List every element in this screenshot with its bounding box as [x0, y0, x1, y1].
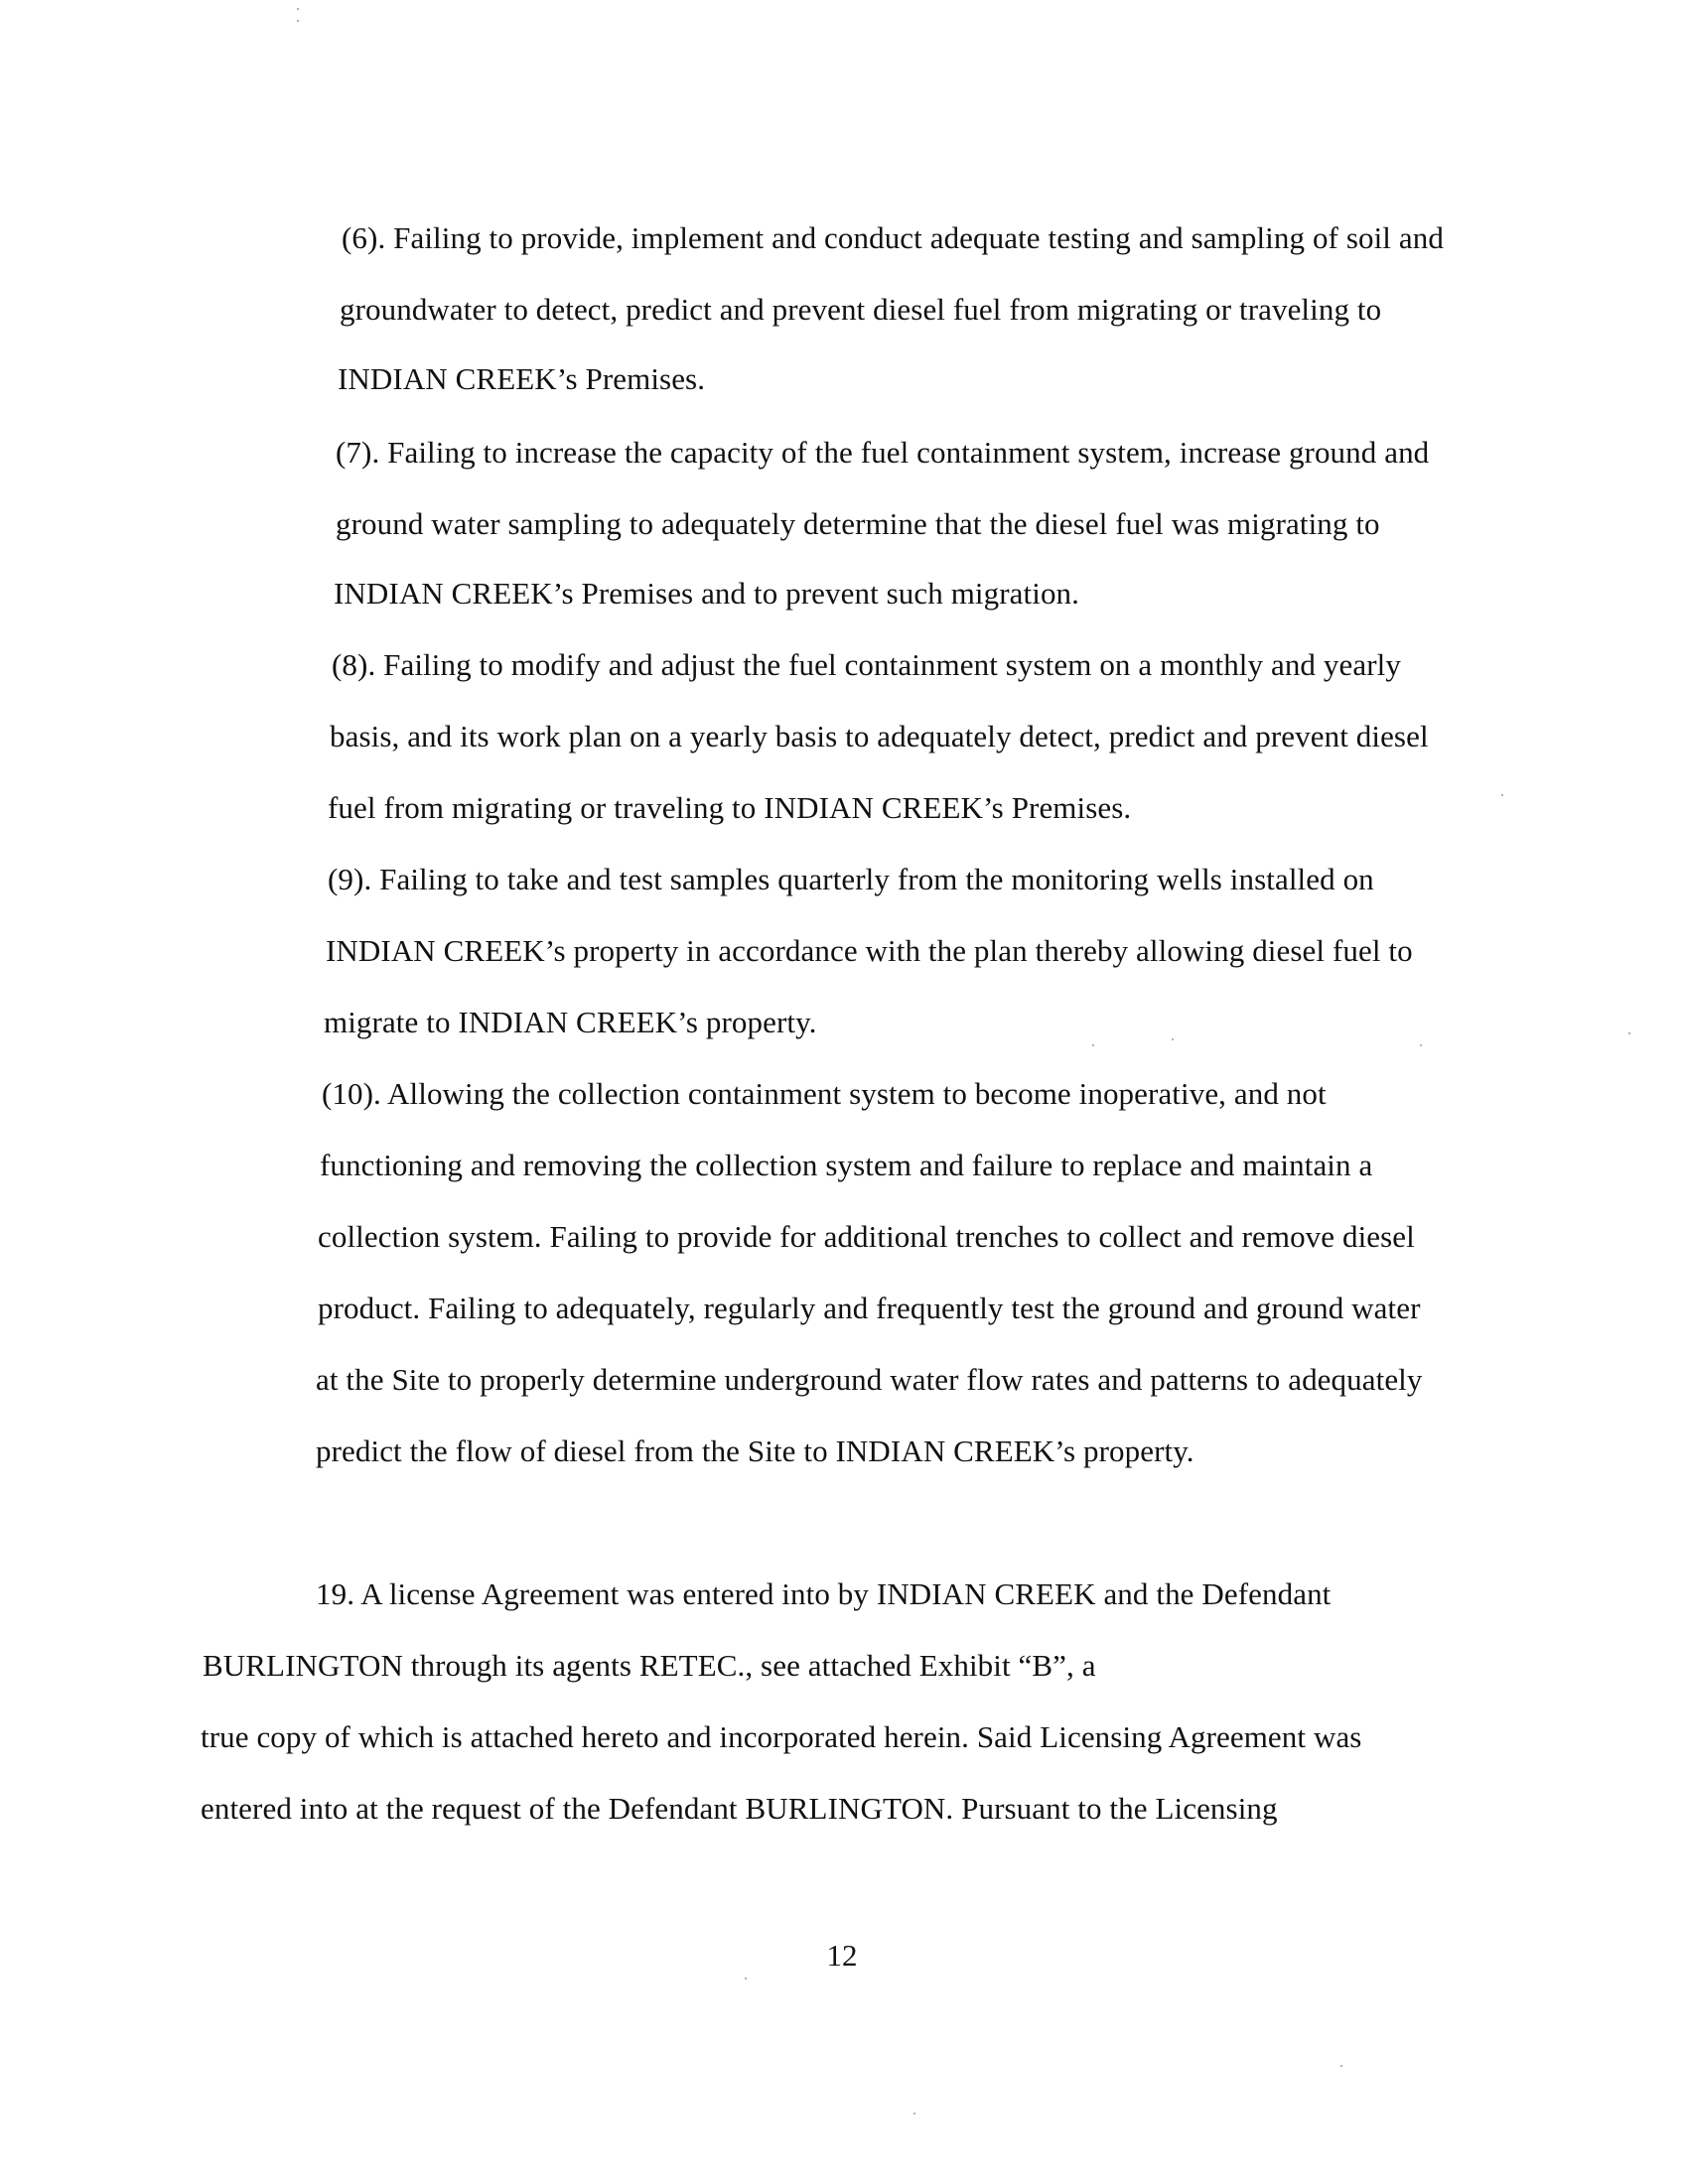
- item-7-line-1: (7). Failing to increase the capacity of the fuel containment system, increase ground and: [336, 435, 1430, 470]
- item-9-line-1: (9). Failing to take and test samples quarterly from the monitoring wells installed on: [328, 862, 1374, 896]
- page-number: 12: [826, 1938, 858, 1973]
- paragraph-19-line-3: true copy of which is attached hereto and incorporated herein. Said Licensing Agreement was: [201, 1719, 1362, 1754]
- item-6-line-3: INDIAN CREEK’s Premises.: [338, 361, 706, 396]
- item-6-line-2: groundwater to detect, predict and prevent diesel fuel from migrating or traveling to: [340, 292, 1382, 327]
- scan-speck: [1340, 2065, 1342, 2067]
- item-9-line-3: migrate to INDIAN CREEK’s property.: [324, 1005, 817, 1039]
- scan-speck: [913, 2113, 915, 2115]
- item-10-line-3: collection system. Failing to provide for additional trenches to collect and remove diesel: [318, 1219, 1415, 1254]
- item-10-line-4: product. Failing to adequately, regularly and frequently test the ground and ground water: [318, 1291, 1421, 1325]
- scan-speck: [1172, 1038, 1174, 1040]
- scan-speck: [1420, 1044, 1422, 1046]
- scan-speck: [1092, 1044, 1094, 1046]
- paragraph-19-line-2: BURLINGTON through its agents RETEC., see attached Exhibit “B”, a: [203, 1648, 1096, 1683]
- item-10-line-6: predict the flow of diesel from the Site to INDIAN CREEK’s property.: [316, 1433, 1194, 1468]
- paragraph-19-line-4: entered into at the request of the Defendant BURLINGTON. Pursuant to the Licensing: [201, 1791, 1278, 1826]
- item-10-line-5: at the Site to properly determine underground water flow rates and patterns to adequately: [316, 1362, 1423, 1397]
- item-6-line-1: (6). Failing to provide, implement and conduct adequate testing and sampling of soil and: [342, 220, 1444, 255]
- scan-speck: [297, 20, 299, 22]
- scan-speck: [1501, 794, 1503, 796]
- scan-speck: [745, 1978, 747, 1979]
- scan-speck: [297, 8, 299, 10]
- item-8-line-3: fuel from migrating or traveling to INDIAN CREEK’s Premises.: [328, 790, 1132, 825]
- item-10-line-2: functioning and removing the collection system and failure to replace and maintain a: [320, 1148, 1373, 1182]
- paragraph-19-line-1: 19. A license Agreement was entered into by INDIAN CREEK and the Defendant: [316, 1576, 1332, 1611]
- item-10-line-1: (10). Allowing the collection containment system to become inoperative, and not: [322, 1076, 1327, 1111]
- item-7-line-3: INDIAN CREEK’s Premises and to prevent such migration.: [334, 576, 1080, 611]
- scan-speck: [1628, 1032, 1630, 1034]
- item-8-line-2: basis, and its work plan on a yearly basis to adequately detect, predict and prevent diesel: [330, 719, 1429, 753]
- item-8-line-1: (8). Failing to modify and adjust the fuel containment system on a monthly and yearly: [332, 647, 1401, 682]
- item-7-line-2: ground water sampling to adequately determine that the diesel fuel was migrating to: [336, 506, 1380, 541]
- item-9-line-2: INDIAN CREEK’s property in accordance with the plan thereby allowing diesel fuel to: [326, 933, 1413, 968]
